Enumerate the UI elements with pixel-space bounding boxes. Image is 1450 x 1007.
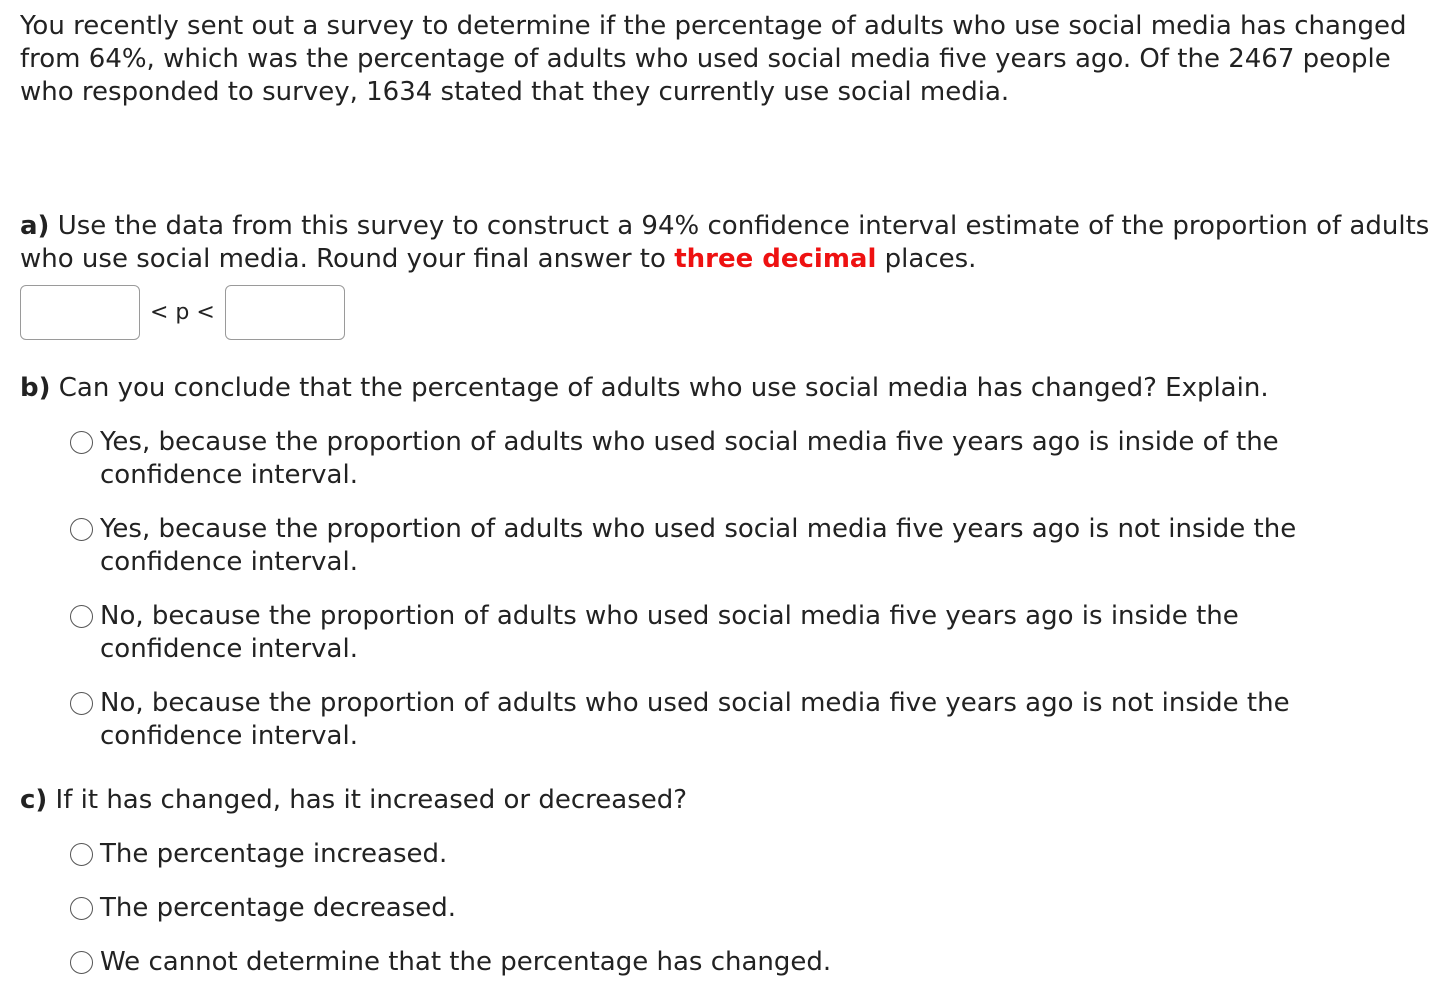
option-label: The percentage decreased.	[100, 893, 457, 923]
lower-bound-input[interactable]	[20, 285, 140, 340]
problem-statement: You recently sent out a survey to determine if the percentage of adults who use social media has changed from 64%, which was the percentage of adults who used social media five years ago. Of the 2467 people who responded to survey, 1634 stated that they currently use social media.	[20, 11, 1407, 107]
part-b	[20, 372, 1430, 774]
part-a-prompt-end: places.	[876, 244, 977, 274]
inequality-label: < p <	[150, 299, 215, 325]
radio-button[interactable]	[70, 518, 93, 541]
part-c-prompt-text: If it has changed, has it increased or decreased?	[47, 785, 688, 815]
part-c-prompt	[20, 784, 1430, 817]
part-b-letter: b)	[20, 373, 51, 403]
part-a-letter: a)	[20, 211, 50, 241]
part-c-options	[70, 838, 1430, 979]
part-b-options	[70, 426, 1430, 753]
part-a-prompt	[20, 210, 1430, 276]
radio-button[interactable]	[70, 951, 93, 974]
part-b-option-1[interactable]	[70, 426, 1430, 492]
part-c-letter: c)	[20, 785, 48, 815]
rounding-highlight: three decimal	[674, 244, 877, 274]
question-page	[20, 10, 1430, 977]
part-c-option-2[interactable]	[70, 892, 1430, 925]
upper-bound-input[interactable]	[225, 285, 345, 340]
part-c-option-1[interactable]	[70, 838, 1430, 871]
radio-button[interactable]	[70, 431, 93, 454]
option-label: The percentage increased.	[100, 839, 448, 869]
option-label: No, because the proportion of adults who used social media five years ago is not inside the confidence interval.	[100, 688, 1290, 751]
part-b-option-2[interactable]	[70, 513, 1430, 579]
part-b-prompt	[20, 372, 1430, 405]
part-a	[20, 210, 1430, 342]
option-label: No, because the proportion of adults who used social media five years ago is inside the confidence interval.	[100, 601, 1239, 664]
radio-button[interactable]	[70, 843, 93, 866]
part-b-option-3[interactable]	[70, 600, 1430, 666]
radio-button[interactable]	[70, 692, 93, 715]
option-label: Yes, because the proportion of adults who used social media five years ago is not inside the confidence interval.	[100, 514, 1297, 577]
part-a-prompt-text: Use the data from this survey to construct a 94% confidence interval estimate of the proportion of adults who use social media. Round your final answer to	[20, 211, 1430, 274]
radio-button[interactable]	[70, 897, 93, 920]
option-label: Yes, because the proportion of adults who used social media five years ago is inside of the confidence interval.	[100, 427, 1279, 490]
part-b-option-4[interactable]	[70, 687, 1430, 753]
option-label: We cannot determine that the percentage has changed.	[100, 947, 832, 977]
part-c	[20, 784, 1430, 1000]
radio-button[interactable]	[70, 605, 93, 628]
confidence-interval-row	[20, 282, 1430, 342]
part-b-prompt-text: Can you conclude that the percentage of adults who use social media has changed? Explain.	[50, 373, 1269, 403]
part-c-option-3[interactable]	[70, 946, 1430, 979]
